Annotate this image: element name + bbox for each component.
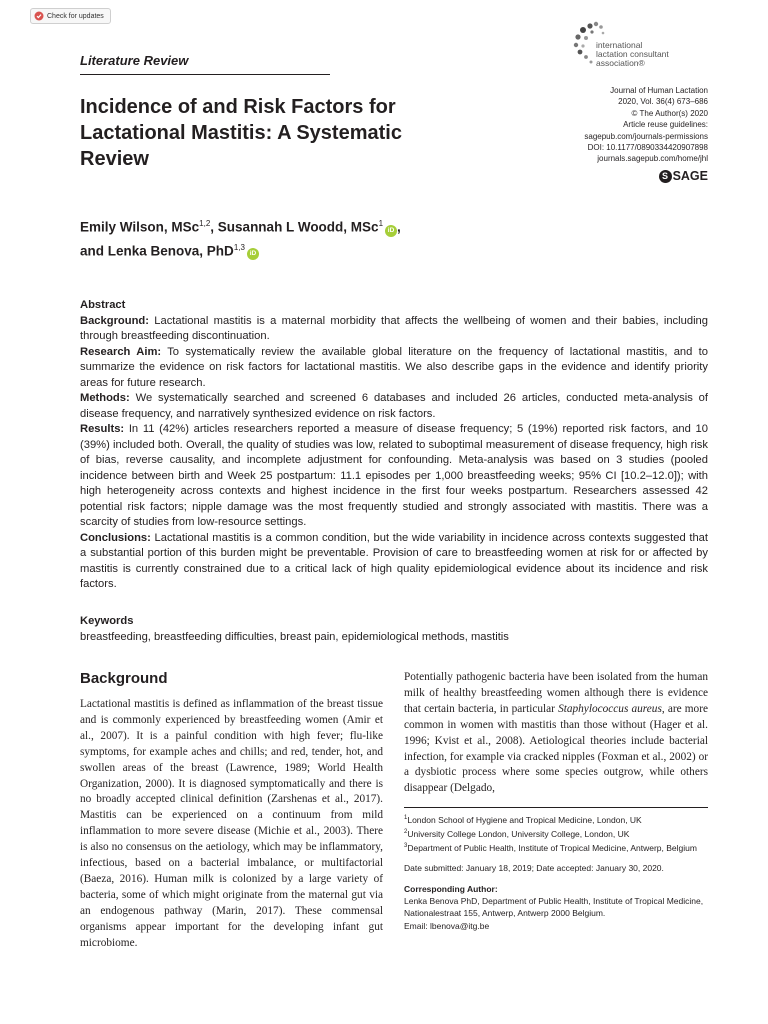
corresponding-author-text: Lenka Benova PhD, Department of Public Health, Institute of Tropical Medicine, Nationalestraat 155, Antwerp, Antwerp 2000 Belgium. — [404, 895, 704, 919]
abstract-methods — [80, 391, 708, 422]
abstract-label: Conclusions: — [80, 531, 151, 544]
affiliation-text: London School of Hygiene and Tropical Medicine, London, UK — [407, 814, 642, 825]
author-affiliation: 1,3 — [233, 242, 245, 252]
logo-line-3: association® — [596, 58, 645, 68]
journal-name: Journal of Human Lactation — [610, 86, 708, 95]
journal-copyright: © The Author(s) 2020 — [631, 108, 708, 118]
affiliation-number: 1 — [404, 815, 408, 821]
body-left-column — [80, 697, 383, 952]
header-rule — [80, 74, 330, 75]
abstract-conclusions — [80, 531, 708, 593]
body-paragraph: Lactational mastitis is defined as inflammation of the breast tissue and is commonly experienced by breastfeeding women (Amir et al., 2007). It is a painful condition with high fever; flu-like symptoms, for example aches and chills; and red, tender, hot, and swollen areas of the breast (Lawrence, 1989; World Health Organization, 2000). It is diagnosed symptomatically and there is no broadly accepted clinical definition (Zarshenas et al., 2017). Mastitis can be experienced on a continuum from mild inflammation to more severe disease (Michie et al., 2003). There is also no consensus on the aetiology, which may be inflammatory, infectious, based on a bacterial imbalance, or multifactorial (Baeza, 2016). Human milk is colonized by a large variety of bacteria, some of which might originate from the maternal gut via an endogenous pathway (Marin, 2017). These commensal organisms appear important for the developing infant gut microbiome. — [80, 698, 383, 949]
reuse-link[interactable]: sagepub.com/journals-permissions — [584, 131, 708, 141]
logo-line-1: international — [596, 40, 643, 50]
abstract-label: Background: — [80, 314, 149, 327]
abstract-aim — [80, 345, 708, 392]
affiliation-number: 2 — [404, 829, 408, 836]
abstract — [80, 298, 708, 593]
section-label: Literature Review — [80, 53, 189, 68]
background-heading: Background — [80, 670, 168, 687]
ilca-logo-text — [596, 41, 669, 68]
check-for-updates-icon — [34, 11, 44, 21]
journal-url-link[interactable]: journals.sagepub.com/home/jhl — [597, 154, 708, 164]
footnotes — [404, 812, 708, 932]
sage-icon: S — [659, 170, 672, 183]
abstract-results — [80, 422, 708, 531]
author-list: Emily Wilson, MSc$^{1,2}$, Susannah L Woodd, MSc$^1$iD , and Lenka Benova, PhD$^{1,3}$iD — [80, 219, 401, 258]
footnote-rule — [404, 807, 708, 808]
author-name: Susannah L Woodd, MSc — [217, 219, 379, 235]
abstract-text: To systematically review the available global literature on the frequency of lactational mastitis, and to summarize the evidence on risk factors for lactational mastitis. We also describe gaps in the evidence and identify priority areas for future research. — [80, 345, 708, 389]
abstract-label: Methods: — [80, 392, 130, 404]
affiliation-1 — [404, 812, 708, 826]
corresponding-author-label: Corresponding Author: — [404, 883, 498, 894]
abstract-text: We systematically searched and screened 6 databases and included 26 articles, conducted meta-analysis of disease frequency, and narratively synthesized evidence on risk factors. — [80, 392, 708, 420]
corresponding-author-email[interactable]: Email: lbenova@itg.be — [404, 920, 490, 931]
affiliation-text: Department of Public Health, Institute of Tropical Medicine, Antwerp, Belgium — [407, 843, 697, 854]
abstract-text: In 11 (42%) articles researchers reported a measure of disease frequency; 5 (19%) reported risk factors, and 10 (39%) included both. Overall, the quality of studies was low, related to suboptimal measurement of disease frequency, high risk of bias, reverse causality, and incomplete adjustment for confounding. Meta-analysis was based on 3 studies (pooled incidence between birth and Week 25 postpartum: 11.1 episodes per 1,000 breastfeeding weeks; 95% CI [10.2–12.0]); with high heterogeneity across contexts and highest incidence in the first four weeks postpartum. Researchers assessed 42 potential risk factors; nipple damage was the most frequently studied and strongly associated with mastitis. There was a scarcity of studies from low-resource settings. — [80, 423, 708, 528]
author-affiliation: 1,2 — [199, 219, 211, 228]
journal-citation: 2020, Vol. 36(4) 673–686 — [618, 97, 708, 107]
keywords — [80, 614, 708, 645]
sage-label: SAGE — [672, 169, 708, 183]
author-affiliation: 1 — [378, 219, 384, 228]
reuse-label: Article reuse guidelines: — [623, 120, 708, 130]
author-prefix: and — [80, 243, 108, 258]
body-right-column — [404, 670, 708, 797]
article-title: Incidence of and Risk Factors for Lactational Mastitis: A Systematic Review — [80, 96, 402, 170]
abstract-label: Research Aim: — [80, 345, 162, 358]
author-name: Lenka Benova, PhD — [107, 243, 234, 258]
keywords-list: breastfeeding, breastfeeding difficulties, breast pain, epidemiological methods, mastitis — [80, 630, 509, 643]
check-for-updates-label: Check for updates — [47, 12, 104, 20]
body-text: , are more common in women with mastitis than those without (Hager et al. 1996; Kvist et al., 2008). Aetiological theories include bacterial infection, for example via cracked nipples (Foxman et al., 2002) or a dysbiotic process where some species outgrow, while others disappear (Delgado, — [404, 702, 708, 795]
abstract-heading: Abstract — [80, 299, 126, 311]
body-text: Potentially pathogenic bacteria have been isolated from the human milk of healthy breastfeeding women although there is evidence that certain bacteria, in particular — [404, 671, 708, 715]
abstract-label: Results: — [80, 423, 125, 435]
submission-dates: Date submitted: January 18, 2019; Date accepted: January 30, 2020. — [404, 863, 664, 874]
orcid-icon[interactable]: iD — [385, 225, 397, 237]
check-for-updates-button[interactable] — [30, 8, 111, 24]
body-paragraph — [404, 670, 708, 797]
abstract-text: Lactational mastitis is a common condition, but the wide variability in incidence across contexts suggested that a substantial portion of this burden might be preventable. Provision of care to breastfeeding women at risk for or affected by mastitis is currently constrained due to a critical lack of high quality epidemiological evidence about its incidence and risk factors. — [80, 531, 708, 590]
affiliation-3 — [404, 840, 708, 854]
orcid-icon[interactable]: iD — [247, 248, 259, 260]
journal-meta — [584, 85, 708, 165]
abstract-background — [80, 314, 708, 345]
logo-line-2: lactation consultant — [596, 49, 669, 59]
affiliation-2 — [404, 826, 708, 840]
sage-logo — [659, 169, 708, 183]
doi-link[interactable]: DOI: 10.1177/0890334420907898 — [587, 143, 708, 153]
abstract-text: Lactational mastitis is a maternal morbidity that affects the wellbeing of women and their babies, including through breastfeeding discontinuation. — [80, 314, 708, 342]
author-name: Emily Wilson, MSc — [80, 219, 200, 235]
species-name: Staphylococcus aureus — [558, 702, 662, 715]
affiliation-text: University College London, University College, London, UK — [407, 828, 630, 839]
keywords-heading: Keywords — [80, 615, 134, 627]
affiliation-number: 3 — [404, 843, 408, 850]
